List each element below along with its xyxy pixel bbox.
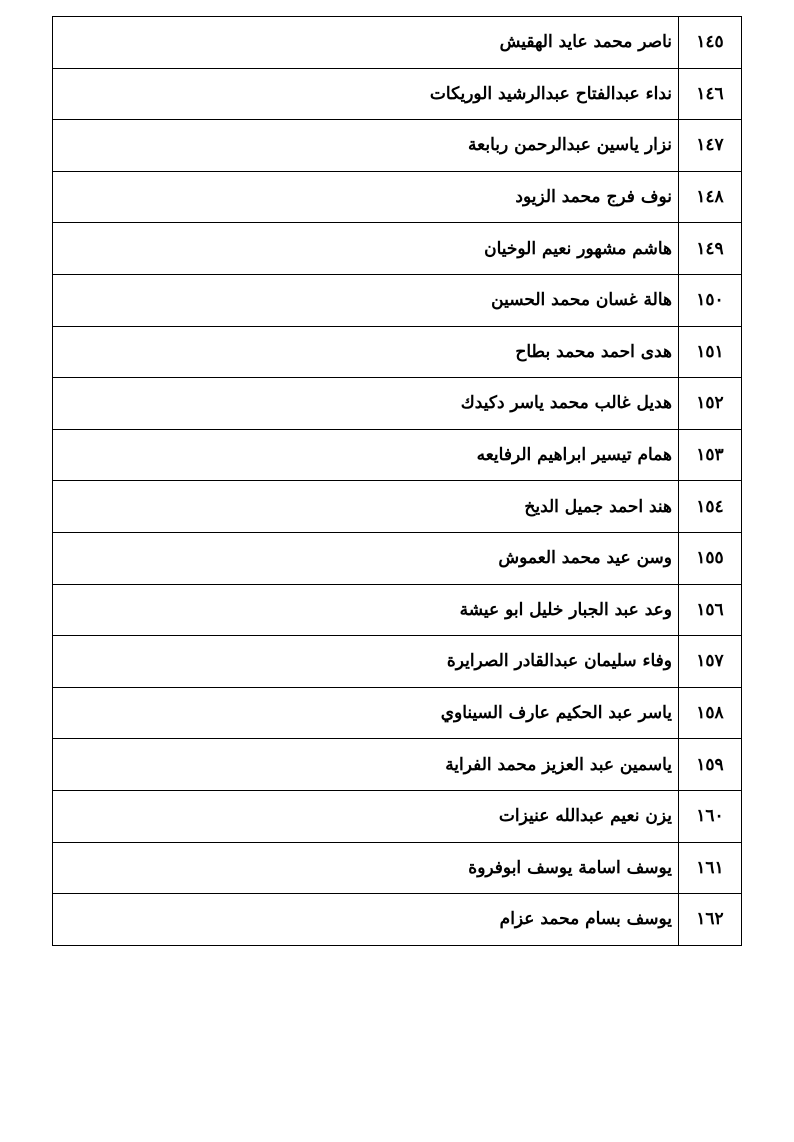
table-row [53,790,742,842]
row-number: ١٥٣ [679,429,742,481]
row-number: ١٥١ [679,326,742,378]
table-row [53,739,742,791]
table-row [53,68,742,120]
table-row [53,842,742,894]
names-table [52,16,742,946]
person-name: ياسر عبد الحكيم عارف السيناوي [53,687,679,739]
row-number: ١٦١ [679,842,742,894]
person-name: همام تيسير ابراهيم الرفايعه [53,429,679,481]
table-row [53,429,742,481]
person-name: وعد عبد الجبار خليل ابو عيشة [53,584,679,636]
row-number: ١٥٠ [679,274,742,326]
row-number: ١٦٢ [679,894,742,946]
table-row [53,636,742,688]
table-row [53,584,742,636]
row-number: ١٥٧ [679,636,742,688]
person-name: يوسف بسام محمد عزام [53,894,679,946]
person-name: هدى احمد محمد بطاح [53,326,679,378]
person-name: يزن نعيم عبدالله عنيزات [53,790,679,842]
row-number: ١٤٧ [679,120,742,172]
row-number: ١٥٥ [679,532,742,584]
table-row [53,17,742,69]
person-name: هالة غسان محمد الحسين [53,274,679,326]
row-number: ١٥٦ [679,584,742,636]
person-name: وسن عيد محمد العموش [53,532,679,584]
table-row [53,120,742,172]
table-row [53,378,742,430]
person-name: يوسف اسامة يوسف ابوفروة [53,842,679,894]
table-row [53,687,742,739]
table-row [53,326,742,378]
table-row [53,171,742,223]
table-row [53,223,742,275]
table-row [53,274,742,326]
person-name: ياسمين عبد العزيز محمد الفراية [53,739,679,791]
person-name: نزار ياسين عبدالرحمن ربابعة [53,120,679,172]
person-name: نوف فرج محمد الزيود [53,171,679,223]
row-number: ١٤٩ [679,223,742,275]
person-name: وفاء سليمان عبدالقادر الصرايرة [53,636,679,688]
row-number: ١٥٢ [679,378,742,430]
row-number: ١٥٩ [679,739,742,791]
person-name: هديل غالب محمد ياسر دكيدك [53,378,679,430]
table-row [53,894,742,946]
row-number: ١٥٨ [679,687,742,739]
table-row [53,532,742,584]
person-name: نداء عبدالفتاح عبدالرشيد الوريكات [53,68,679,120]
person-name: هاشم مشهور نعيم الوخيان [53,223,679,275]
person-name: هند احمد جميل الديخ [53,481,679,533]
row-number: ١٤٦ [679,68,742,120]
row-number: ١٦٠ [679,790,742,842]
person-name: ناصر محمد عايد الهقيش [53,17,679,69]
table-row [53,481,742,533]
row-number: ١٥٤ [679,481,742,533]
names-table-body [53,17,742,946]
row-number: ١٤٨ [679,171,742,223]
row-number: ١٤٥ [679,17,742,69]
